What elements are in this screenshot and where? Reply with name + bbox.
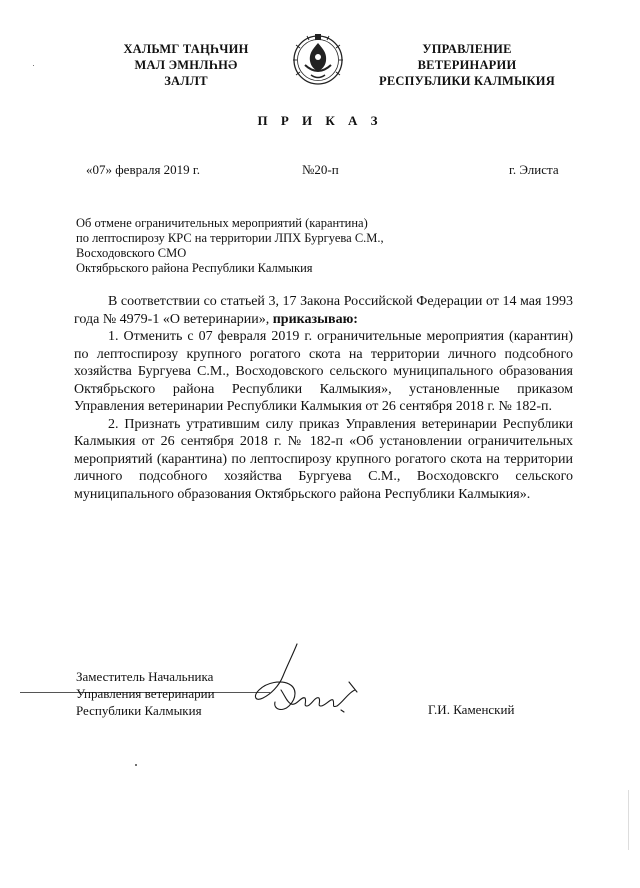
header-right-line: ВЕТЕРИНАРИИ [417,58,517,72]
scan-edge [628,790,629,850]
point-2-paragraph: 2. Признать утратившим силу приказ Управления ветеринарии Республики Калмыкия от 26 сентября 2018 г. № 182-п «Об установлении ограничительных мероприятий (карантина) по лептоспирозу крупного рогатого скота на территории личного подсобного хозяйства Бургуева С.М., Восходовскго сельского муниципального образования Октябрьского района Республики Калмыкия». [74,416,573,502]
preamble-command: приказываю: [272,311,358,327]
subject-line: Восходовского СМО [76,246,187,260]
preamble-text: В соответствии со статьей 3, 17 Закона Российской Федерации от 14 мая 1993 года № 4979-1 «О ветеринарии», [74,294,573,327]
signatory-position [76,668,215,719]
header-left-line: МАЛ ЭМНЛҺНӘ [134,58,238,72]
order-number: №20-п [302,162,339,177]
position-line: Управления ветеринарии [76,686,215,701]
point-1-paragraph: 1. Отменить с 07 февраля 2019 г. ограничительные мероприятия (карантин) по лептоспирозу крупного рогатого скота на территории личного подсобного хозяйства Бургуева С.М., Восходовского сельского муниципального образования Октябрьского района Республики Калмыкия», установленные приказом Управления ветеринарии Республики Калмыкия от 26 сентября 2018 г. № 182-п. [74,329,573,414]
position-line: Заместитель Начальника [76,669,214,684]
order-date: «07» февраля 2019 г. [86,162,201,177]
header-right-line: РЕСПУБЛИКИ КАЛМЫКИЯ [379,74,555,88]
preamble-paragraph [74,293,573,328]
handwritten-signature [245,640,375,735]
header-left-line: ЗАЛЛТ [164,74,208,88]
header-left-line: ХАЛЬМГ ТАҢҺЧИН [123,42,249,56]
header-right-line: УПРАВЛЕНИЕ [422,42,512,56]
subject-line: по лептоспирозу КРС на территории ЛПХ Бургуева С.М., [76,231,384,245]
subject-line: Об отмене ограничительных мероприятий (карантина) [76,216,368,230]
order-subject [76,216,384,276]
order-body [74,293,573,503]
scan-speck [135,764,137,766]
document-title: П Р И К А З [257,113,383,128]
position-line: Республики Калмыкия [76,703,202,718]
header-right-russian [376,41,558,89]
scan-speck [33,65,34,66]
coat-of-arms-icon [291,31,345,91]
signatory-name: Г.И. Каменский [428,702,515,717]
order-place: г. Элиста [509,162,559,177]
header-left-kalmyk [98,41,274,89]
subject-line: Октябрьского района Республики Калмыкия [76,261,313,275]
